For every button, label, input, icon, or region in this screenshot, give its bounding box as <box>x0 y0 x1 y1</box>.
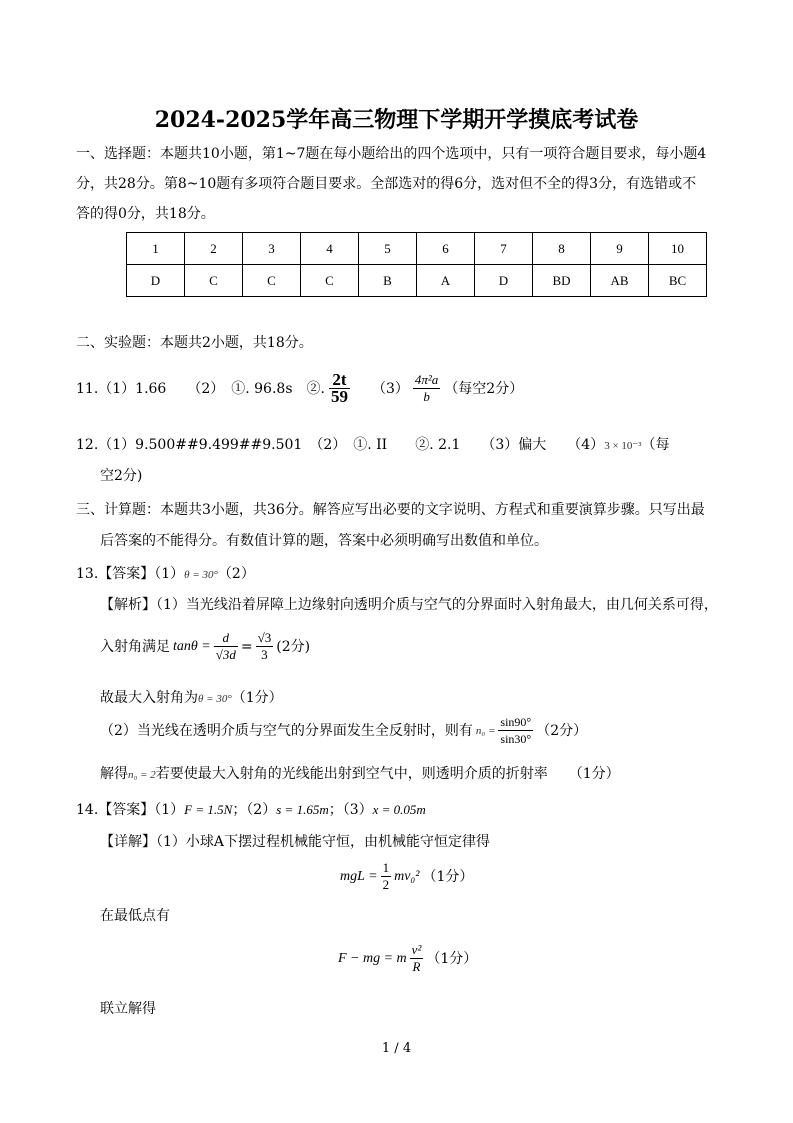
q14-v3: x = 0.05m <box>372 802 426 817</box>
q13-max-angle <box>100 688 283 709</box>
q13-part2-text: （2）当光线在透明介质与空气的分界面发生全反射时，则有 <box>100 722 473 739</box>
q14-eq2-left: F − mg = m <box>338 950 407 966</box>
section1-line2: 分，共28分。第8~10题有多项符合题目要求。全部选对的得6分，选对但不全的得3分，有选错或不 <box>76 176 697 192</box>
table-cell: C <box>185 265 243 297</box>
q14-v2: s = 1.65m <box>276 802 329 817</box>
fraction-denominator: 59 <box>330 387 348 406</box>
table-cell: C <box>301 265 359 297</box>
fraction-numerator: v² <box>411 942 422 957</box>
q13-incl-text: 入射角满足 <box>100 638 170 655</box>
q13-head-b: （2） <box>217 566 255 582</box>
table-cell: 9 <box>591 233 649 265</box>
section1-line1: 一、选择题：本题共10小题，第1~7题在每小题给出的四个选项中，只有一项符合题目要求，每小题4 <box>76 146 707 162</box>
q12-text-b: （每 <box>641 437 670 453</box>
section3-line2: 后答案的不能得分。有数值计算的题，答案中必须明确写出数值和单位。 <box>100 533 548 549</box>
section1-line3: 答的得0分，共18分。 <box>76 206 215 222</box>
table-cell: 1 <box>127 233 185 265</box>
q12-line1 <box>76 435 670 456</box>
q11-fraction-g <box>413 372 440 405</box>
section3-line1: 三、计算题：本题共3小题，共36分。解答应写出必要的文字说明、方程式和重要演算步骤。只写出最 <box>76 502 705 518</box>
table-cell: BC <box>649 265 707 297</box>
fraction-denominator: 2 <box>382 877 390 892</box>
q13-theta: θ = 30° <box>184 569 218 581</box>
q13-max-score: （1分） <box>231 690 283 706</box>
q13-head-a: 13.【答案】（1） <box>76 566 185 582</box>
q13-fraction-sqrt3 <box>256 630 274 663</box>
q14-eq1-left: mgL = <box>340 868 378 884</box>
q13-solution <box>100 764 620 785</box>
q13-sol-n0: n₀ = 2 <box>128 769 156 781</box>
q14-head-a: 14.【答案】（1） <box>76 802 185 818</box>
table-cell: C <box>243 265 301 297</box>
q12-line2: 空2分) <box>100 468 143 484</box>
q13-fraction-sin <box>498 714 533 747</box>
fraction-numerator: 4π²a <box>414 372 439 387</box>
q14-eq1-right: mv₀² <box>394 868 420 884</box>
q13-fraction-d <box>214 630 238 663</box>
fraction-numerator: √3 <box>257 630 272 645</box>
q13-part2-score: （2分） <box>536 722 588 739</box>
fraction-numerator: sin90° <box>500 715 532 729</box>
q11-text-a: 11.（1）1.66 （2） ①. 96.8s ②. <box>76 380 325 397</box>
q14-eq2-fraction <box>410 942 424 975</box>
q14-eq2-score: （1分） <box>426 950 478 967</box>
table-cell: AB <box>591 265 649 297</box>
q14-head-b: ；（2） <box>232 802 277 818</box>
q13-tan-line <box>100 630 310 663</box>
table-cell: D <box>475 265 533 297</box>
q13-answer <box>76 564 255 585</box>
q14-detail: 【详解】（1）小球A下摆过程机械能守恒，由机械能守恒定律得 <box>100 834 491 850</box>
q13-max-theta: θ = 30° <box>198 693 232 705</box>
q13-sol-text: 解得 <box>100 766 128 782</box>
q14-eq1-fraction <box>381 860 392 893</box>
section2-heading: 二、实验题：本题共2小题，共18分。 <box>76 335 313 351</box>
table-cell: 3 <box>243 233 301 265</box>
page-title: 2024-2025学年高三物理下学期开学摸底考试卷 <box>154 107 639 133</box>
q14-eq1 <box>340 860 473 893</box>
q13-part2 <box>100 714 587 747</box>
table-cell: 10 <box>649 233 707 265</box>
table-cell: B <box>359 265 417 297</box>
q13-sol-rest: 若要使最大入射角的光线能出射到空气中，则透明介质的折射率 （1分） <box>155 766 620 782</box>
table-cell: 5 <box>359 233 417 265</box>
table-cell: 6 <box>417 233 475 265</box>
q12-text-a: 12.（1）9.500##9.499##9.501 （2） ①. II ②. 2.1 （3）偏大 （4） <box>76 437 605 453</box>
fraction-denominator: sin30° <box>500 732 532 746</box>
fraction-denominator: √3d <box>215 647 236 662</box>
q14-head-c: ；（3） <box>328 802 373 818</box>
table-cell: 7 <box>475 233 533 265</box>
answer-table-answer-row <box>127 265 707 297</box>
q11-text-b: （3） <box>371 380 409 397</box>
answer-table <box>126 232 707 297</box>
table-cell: BD <box>533 265 591 297</box>
fraction-numerator: d <box>214 630 238 647</box>
table-cell: D <box>127 265 185 297</box>
table-cell: 2 <box>185 233 243 265</box>
q14-solve: 联立解得 <box>100 1001 156 1017</box>
table-cell: A <box>417 265 475 297</box>
q13-analysis: 【解析】（1）当光线沿着屏障上边缘射向透明介质与空气的分界面时入射角最大，由几何关系可得， <box>100 597 718 613</box>
q12-value: 3 × 10⁻³ <box>604 440 642 452</box>
table-cell: 4 <box>301 233 359 265</box>
q13-max-text: 故最大入射角为 <box>100 690 198 706</box>
q14-v1: F = 1.5N <box>184 802 233 817</box>
table-cell: 8 <box>533 233 591 265</box>
fraction-denominator: b <box>423 389 430 404</box>
page-number: 1 / 4 <box>381 1041 412 1056</box>
q13-tan: tanθ = <box>173 638 211 654</box>
q13-n0: n₀ = <box>475 724 496 737</box>
q13-score1: (2分) <box>276 638 311 655</box>
answer-table-number-row <box>127 233 707 265</box>
q14-eq2 <box>338 942 477 975</box>
q13-equals: = <box>240 638 253 655</box>
fraction-numerator: 2t <box>329 372 350 389</box>
q14-eq1-score: （1分） <box>422 868 474 885</box>
q11-text-c: （每空2分） <box>444 380 524 397</box>
fraction-denominator: 3 <box>261 647 268 662</box>
fraction-numerator: 1 <box>382 860 390 875</box>
fraction-denominator: R <box>412 959 421 974</box>
q11-line <box>76 372 523 405</box>
q14-lowest-point: 在最低点有 <box>100 908 170 924</box>
q11-fraction-period <box>329 372 350 405</box>
q14-answer <box>76 800 426 820</box>
